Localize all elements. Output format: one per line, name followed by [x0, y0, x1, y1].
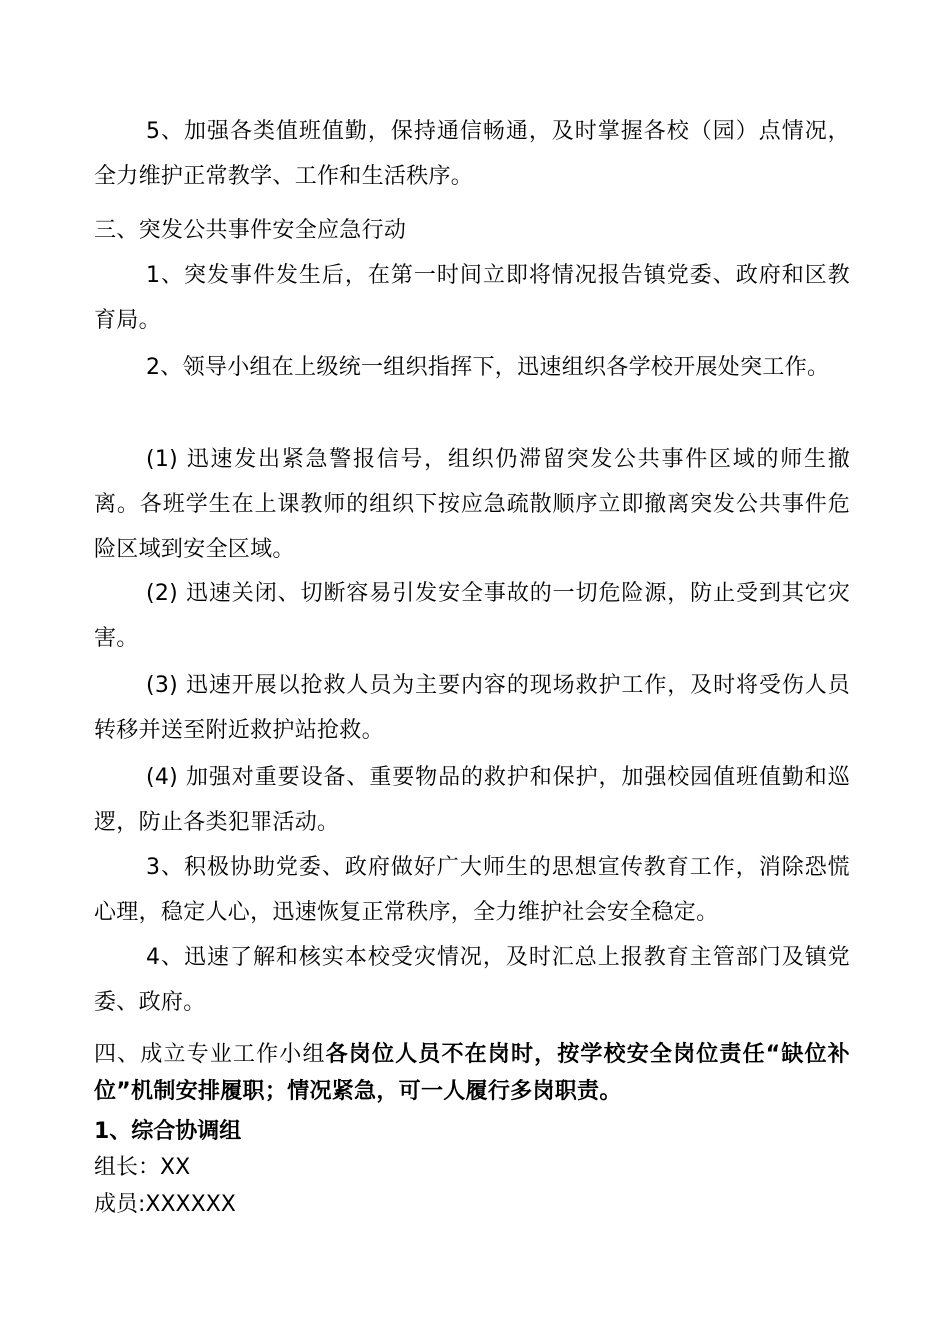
paragraph-item-3: (3) 迅速开展以抢救人员为主要内容的现场救护工作，及时将受伤人员转移并送至附近救护站抢救。	[94, 673, 850, 743]
group-1-title: 1、综合协调组	[94, 1119, 242, 1144]
section-heading-3: 三、突发公共事件安全应急行动	[94, 218, 407, 243]
paragraph-propaganda: 3、积极协助党委、政府做好广大师生的思想宣传教育工作，消除恐慌心理，稳定人心，迅速恢复正常秩序，全力维护社会安全稳定。	[94, 855, 850, 925]
group-1-leader: 组长：XX	[94, 1155, 191, 1180]
paragraph-damage-report: 4、迅速了解和核实本校受灾情况，及时汇总上报教育主管部门及镇党委、政府。	[94, 945, 850, 1015]
paragraph-leadership: 2、领导小组在上级统一组织指挥下，迅速组织各学校开展处突工作。	[146, 355, 830, 380]
paragraph-duty: 5、加强各类值班值勤，保持通信畅通，及时掌握各校（园）点情况，全力维护正常教学、工作和生活秩序。	[94, 119, 850, 189]
paragraph-item-4: (4) 加强对重要设备、重要物品的救护和保护，加强校园值班值勤和巡逻，防止各类犯罪活动。	[94, 765, 850, 835]
paragraph-item-2: (2) 迅速关闭、切断容易引发安全事故的一切危险源，防止受到其它灾害。	[94, 581, 850, 651]
group-1-members: 成员:XXXXXX	[94, 1192, 236, 1217]
section-4-title: 四、成立专业工作小组	[94, 1042, 326, 1067]
paragraph-item-1: (1) 迅速发出紧急警报信号，组织仍滞留突发公共事件区域的师生撤离。各班学生在上课教师的组织下按应急疏散顺序立即撤离突发公共事件危险区域到安全区域。	[94, 447, 850, 562]
section-4-bold-note: 各岗位人员不在岗时，按学校安全岗位责任“缺位补位”机制安排履职；情况紧急，可一人履行多岗职责。	[94, 1042, 850, 1104]
paragraph-report: 1、突发事件发生后，在第一时间立即将情况报告镇党委、政府和区教育局。	[94, 263, 850, 333]
section-heading-4	[94, 1036, 850, 1110]
